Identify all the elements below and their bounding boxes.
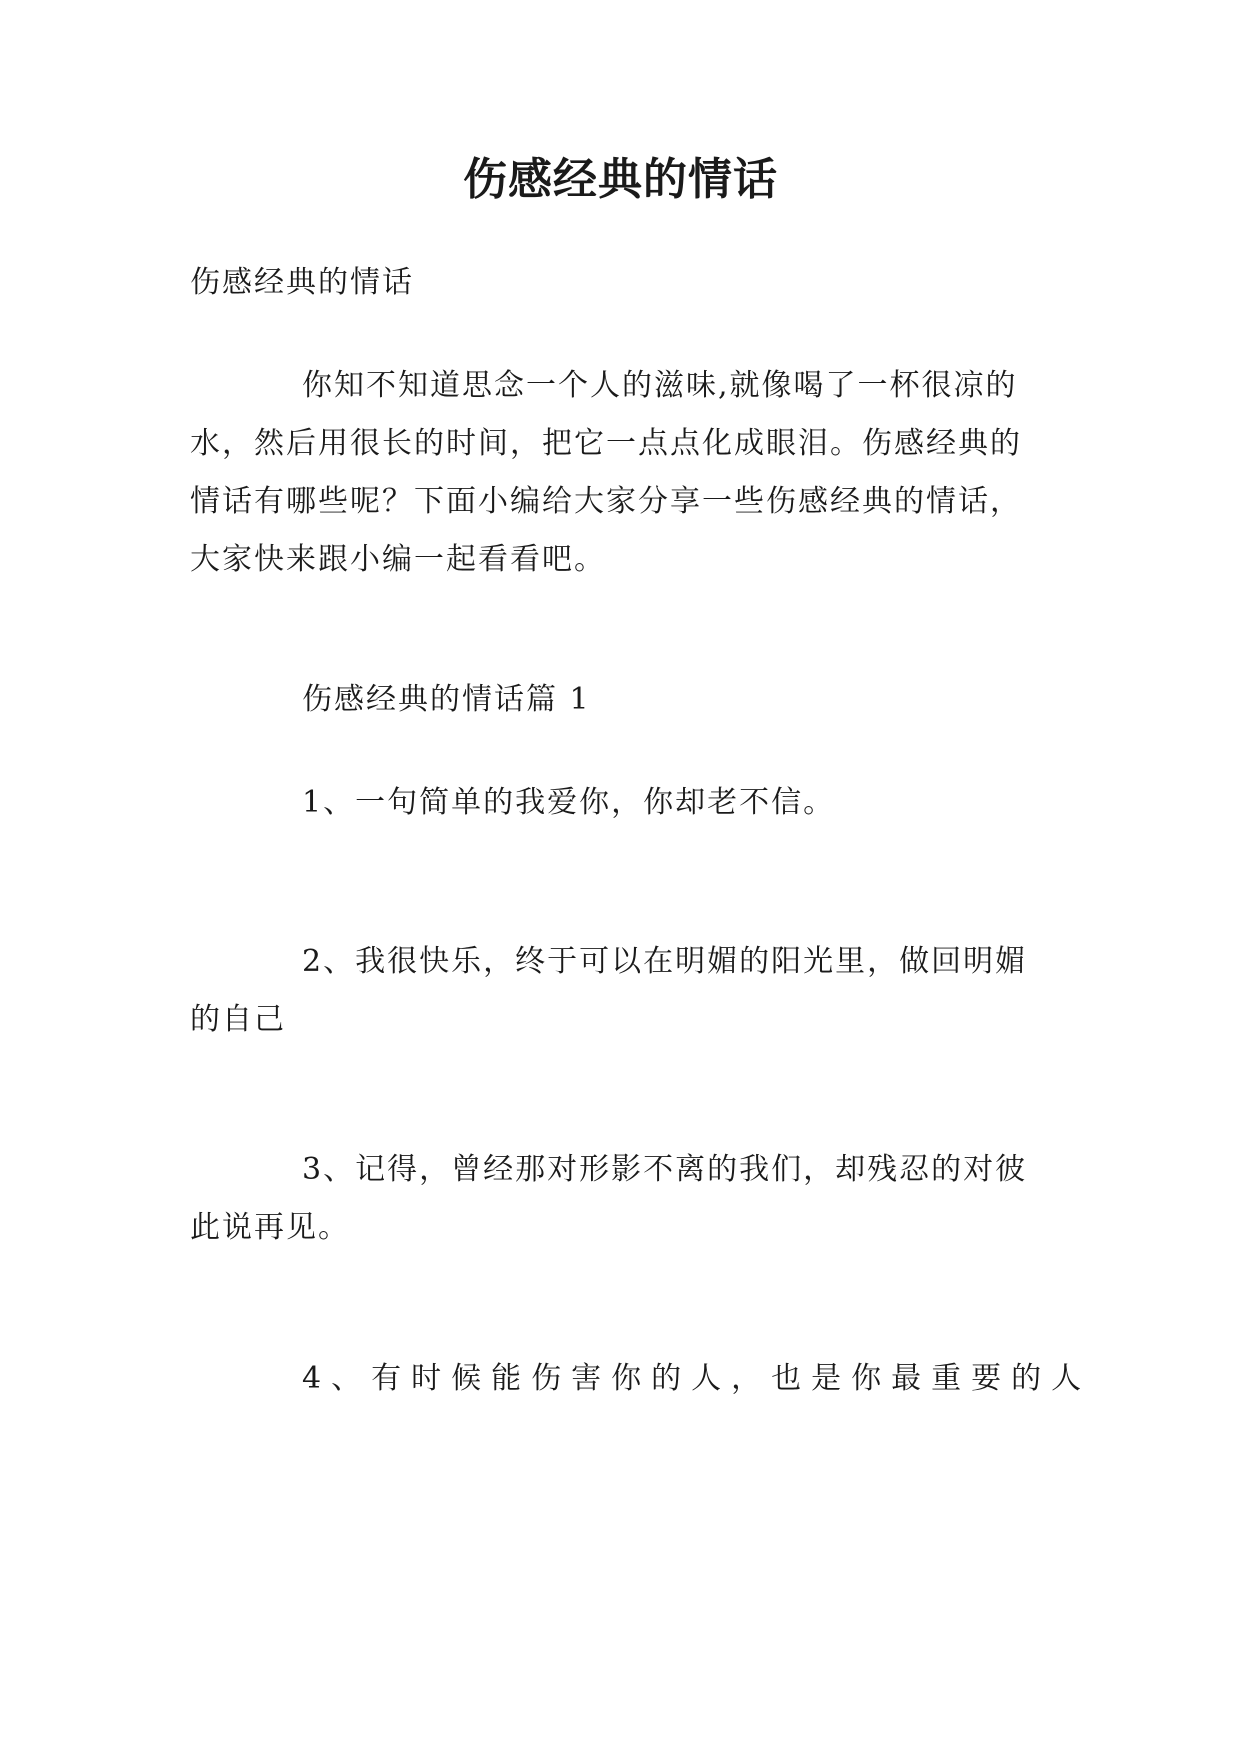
list-item-line: 4、有时候能伤害你的人，也是你最重要的人 xyxy=(302,1361,1092,1396)
list-item-line: 1、一句简单的我爱你，你却老不信。 xyxy=(302,785,836,820)
list-item-line: 此说再见。 xyxy=(190,1210,350,1245)
section-heading-text: 伤感经典的情话篇 1 xyxy=(302,682,591,717)
intro-line: 你知不知道思念一个人的滋味,就像喝了一杯很凉的 xyxy=(302,368,1018,403)
list-item xyxy=(190,1141,1070,1257)
section-heading xyxy=(190,671,1070,729)
intro-line: 大家快来跟小编一起看看吧。 xyxy=(190,542,606,577)
list-item xyxy=(190,933,1070,1049)
list-item-line: 3、记得，曾经那对形影不离的我们，却残忍的对彼 xyxy=(302,1152,1028,1187)
list-item-line: 的自己 xyxy=(190,1002,286,1037)
intro-paragraph xyxy=(190,357,1070,589)
subtitle-line: 伤感经典的情话 xyxy=(190,265,414,300)
list-item-line: 2、我很快乐，终于可以在明媚的阳光里，做回明媚 xyxy=(302,944,1028,979)
list-item xyxy=(190,1350,1092,1408)
intro-line: 情话有哪些呢？下面小编给大家分享一些伤感经典的情话， xyxy=(190,484,1022,519)
document-title: 伤感经典的情话 xyxy=(463,154,778,205)
intro-line: 水，然后用很长的时间，把它一点点化成眼泪。伤感经典的 xyxy=(190,426,1022,461)
document-subtitle xyxy=(190,254,1070,312)
list-item xyxy=(190,774,1070,832)
